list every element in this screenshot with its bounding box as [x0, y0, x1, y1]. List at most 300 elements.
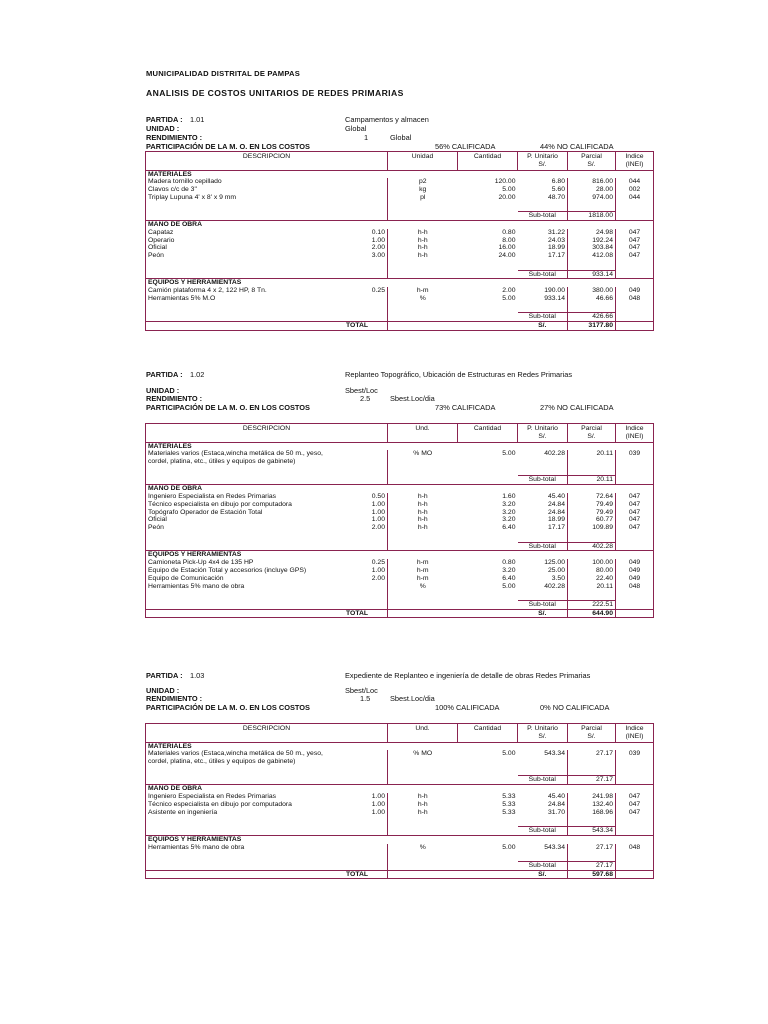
table-row: [146, 583, 654, 591]
spacer: [146, 766, 388, 776]
document-title: ANALISIS DE COSTOS UNITARIOS DE REDES PRIMARIAS: [146, 88, 404, 98]
row-parcial: 24.98: [568, 229, 616, 237]
table-row: [146, 509, 654, 517]
col-indice-sub: (INEI): [625, 732, 644, 740]
row-indice: 047: [616, 229, 654, 237]
total-currency: S/.: [518, 609, 568, 618]
table-row: [146, 178, 654, 186]
row-cantidad: 5.00: [502, 186, 516, 194]
row-cantidad: 5.00: [502, 750, 516, 758]
row-cuadrilla: 1.00: [346, 501, 388, 509]
participacion-label: PARTICIPACIÓN DE LA M. O. EN LOS COSTOS: [146, 703, 310, 712]
row-p-unitario: 45.40: [547, 493, 565, 501]
row-description: [146, 244, 346, 252]
row-cantidad: 6.40: [502, 574, 516, 582]
row-cuadrilla: [346, 750, 388, 766]
row-description: [146, 186, 346, 194]
subtotal-blank: [146, 212, 388, 221]
subtotal-blank: [388, 600, 518, 609]
spacer-row: [146, 816, 654, 826]
row-p-unitario: 3.50: [551, 574, 565, 582]
row-indice: 002: [616, 186, 654, 194]
row-parcial: 60.77: [568, 516, 616, 524]
row-description-text: Ingeniero Especialista en Redes Primarias: [148, 793, 277, 801]
row-cuadrilla: 1.00: [346, 237, 388, 245]
subtotal-blank: [616, 313, 654, 322]
row-description: [146, 583, 346, 591]
row-unit: pl: [420, 193, 426, 201]
spacer-row: [146, 532, 654, 542]
row-description: [146, 229, 346, 237]
participacion-label: PARTICIPACIÓN DE LA M. O. EN LOS COSTOS: [146, 142, 310, 151]
unidad-value: Sbest/Loc: [345, 386, 378, 395]
row-description-text: Técnico especialista en dibujo por computadora: [148, 500, 292, 508]
col-parcial-text: Parcial: [581, 425, 602, 432]
table-row: [146, 186, 654, 194]
table-row: [146, 244, 654, 252]
row-cantidad: 5.33: [502, 800, 516, 808]
rendimiento-label: RENDIMIENTO :: [146, 694, 203, 703]
row-unit: h-h: [417, 808, 428, 816]
row-description-text: Equipo de Estación Total y accesorios (incluye GPS): [148, 566, 307, 574]
row-p-unitario: 24.84: [547, 500, 565, 508]
row-description: [146, 750, 346, 766]
row-p-unitario: 31.22: [547, 228, 565, 236]
row-indice: 047: [616, 793, 654, 801]
row-cantidad: 120.00: [494, 178, 516, 186]
spacer: [146, 851, 388, 861]
cost-table: [145, 151, 654, 331]
subtotal-value: 933.14: [568, 270, 616, 279]
table-row: [146, 801, 654, 809]
row-indice: 047: [616, 501, 654, 509]
row-cuadrilla: 1.00: [346, 809, 388, 817]
row-description: [146, 793, 346, 801]
row-description-text: Peón: [148, 524, 164, 532]
row-indice: 047: [616, 509, 654, 517]
spacer: [616, 851, 654, 861]
subtotal-value: 20.11: [568, 476, 616, 485]
row-cantidad: 5.00: [502, 843, 516, 851]
subtotal-label: Sub-total: [518, 476, 568, 485]
col-p-unitario-sub: S/.: [538, 432, 547, 440]
row-unit: % MO: [413, 750, 433, 758]
equipos-label: EQUIPOS Y HERRAMIENTAS: [146, 279, 654, 287]
materiales-label: MATERIALES: [146, 442, 654, 450]
col-p-unitario-sub: S/.: [538, 732, 547, 740]
row-parcial: 816.00: [568, 178, 616, 186]
spacer: [616, 303, 654, 313]
row-unit: h-h: [417, 793, 428, 801]
row-p-unitario: 24.84: [547, 508, 565, 516]
row-cuadrilla: [346, 844, 388, 852]
row-indice: 049: [616, 575, 654, 583]
subtotal-blank: [616, 476, 654, 485]
col-cantidad: [458, 724, 518, 743]
row-description-text: Técnico especialista en dibujo por computadora: [148, 800, 292, 808]
row-p-unitario: 25.00: [547, 566, 565, 574]
mano-obra-subtotal-row: [146, 542, 654, 551]
row-p-unitario: 402.28: [544, 582, 565, 590]
spacer: [388, 260, 568, 270]
col-indice: [616, 724, 654, 743]
partida-code: 1.03: [190, 671, 205, 680]
rendimiento-qty: 1.5: [360, 694, 371, 703]
row-description: [146, 252, 346, 260]
table-row: [146, 809, 654, 817]
subtotal-blank: [388, 212, 518, 221]
row-unit: h-h: [417, 493, 428, 501]
col-descripcion-text: DESCRIPCION: [242, 153, 291, 160]
spacer: [388, 766, 568, 776]
total-row: [146, 870, 654, 879]
subtotal-label: Sub-total: [518, 212, 568, 221]
col-unidad-text: Unidad: [411, 153, 434, 160]
total-blank: [616, 322, 654, 331]
table-row: [146, 844, 654, 852]
mano-obra-header: [146, 221, 654, 229]
spacer: [568, 466, 616, 476]
row-cuadrilla: [346, 194, 388, 202]
row-description-text: Oficial: [148, 516, 167, 524]
subtotal-label: Sub-total: [518, 861, 568, 870]
row-unit: h-m: [416, 287, 429, 295]
spacer-row: [146, 202, 654, 212]
row-description: [146, 501, 346, 509]
no-calificada-value: 0% NO CALIFICADA: [540, 703, 610, 712]
subtotal-blank: [616, 826, 654, 835]
table-row: [146, 501, 654, 509]
subtotal-blank: [388, 270, 518, 279]
row-cuadrilla: 1.00: [346, 801, 388, 809]
row-unit: p2: [418, 178, 427, 186]
spacer: [616, 532, 654, 542]
spacer: [388, 816, 568, 826]
spacer-row: [146, 590, 654, 600]
row-unit: h-h: [417, 236, 428, 244]
col-p-unitario-sub: S/.: [538, 160, 547, 168]
row-description: [146, 809, 346, 817]
equipos-subtotal-row: [146, 600, 654, 609]
row-unit: %: [419, 582, 426, 590]
spacer-row: [146, 466, 654, 476]
row-indice: 044: [616, 194, 654, 202]
row-cuadrilla: 0.10: [346, 229, 388, 237]
subtotal-blank: [388, 542, 518, 551]
col-indice-text: Indice: [625, 725, 644, 732]
row-cuadrilla: 1.00: [346, 567, 388, 575]
spacer: [146, 260, 388, 270]
row-unit: %: [419, 843, 426, 851]
row-cuadrilla: [346, 295, 388, 303]
spacer: [388, 466, 568, 476]
col-p-unitario-text: P. Unitario: [527, 153, 558, 160]
col-p-unitario: [518, 724, 568, 743]
row-description: [146, 575, 346, 583]
unidad-value: Global: [345, 124, 367, 133]
total-label: TOTAL: [146, 322, 388, 331]
total-value: 597.68: [568, 870, 616, 879]
table-row: [146, 229, 654, 237]
col-indice-sub: (INEI): [625, 160, 644, 168]
col-p-unitario-text: P. Unitario: [527, 425, 558, 432]
subtotal-value: 402.28: [568, 542, 616, 551]
row-indice: 047: [616, 516, 654, 524]
subtotal-blank: [146, 313, 388, 322]
col-p-unitario: [518, 152, 568, 171]
row-unit: h-h: [417, 508, 428, 516]
row-p-unitario: 17.17: [547, 252, 565, 260]
table-row: [146, 750, 654, 766]
row-p-unitario: 933.14: [544, 294, 565, 302]
row-description-text: Clavos c/c de 3": [148, 186, 197, 194]
cost-table: [145, 723, 654, 879]
spacer: [616, 202, 654, 212]
rendimiento-unit: Sbest.Loc/dia: [390, 694, 435, 703]
equipos-header: [146, 835, 654, 843]
col-unidad: [388, 724, 458, 743]
unidad-label: UNIDAD :: [146, 124, 180, 133]
spacer: [568, 851, 616, 861]
row-description-text: Materiales varios (Estaca,wincha metálica de 50 m., yeso,: [148, 450, 323, 458]
row-cantidad: 2.00: [502, 287, 516, 295]
row-description-text: Peón: [148, 252, 164, 260]
row-p-unitario: 18.99: [547, 244, 565, 252]
mano-obra-label: MANO DE OBRA: [146, 221, 654, 229]
col-unidad-text: Und.: [415, 725, 430, 732]
row-description: [146, 559, 346, 567]
spacer: [568, 202, 616, 212]
col-parcial: [568, 152, 616, 171]
row-p-unitario: 24.03: [547, 236, 565, 244]
col-parcial-sub: S/.: [587, 732, 596, 740]
row-indice: 047: [616, 801, 654, 809]
row-cantidad: 5.33: [502, 808, 516, 816]
mano-obra-label: MANO DE OBRA: [146, 485, 654, 493]
subtotal-blank: [616, 861, 654, 870]
row-indice: 047: [616, 237, 654, 245]
row-indice: 047: [616, 244, 654, 252]
col-cantidad-text: Cantidad: [473, 725, 502, 732]
row-cantidad: 0.80: [502, 228, 516, 236]
equipos-header: [146, 551, 654, 559]
mano-obra-header: [146, 785, 654, 793]
row-description: [146, 801, 346, 809]
spacer: [568, 816, 616, 826]
spacer: [568, 532, 616, 542]
spacer: [388, 532, 568, 542]
row-cantidad: 5.00: [502, 450, 516, 458]
row-p-unitario: 18.99: [547, 516, 565, 524]
row-cuadrilla: 2.00: [346, 244, 388, 252]
subtotal-blank: [388, 826, 518, 835]
row-cantidad: 1.60: [502, 493, 516, 501]
row-cuadrilla: [346, 450, 388, 466]
row-indice: 047: [616, 252, 654, 260]
col-descripcion: [146, 424, 388, 443]
col-indice-text: Indice: [625, 425, 644, 432]
row-cuadrilla: 1.00: [346, 509, 388, 517]
row-description: [146, 567, 346, 575]
row-description: [146, 295, 346, 303]
table-row: [146, 295, 654, 303]
partida-name: Replanteo Topográfico, Ubicación de Estructuras en Redes Primarias: [345, 370, 573, 379]
row-unit: h-h: [417, 800, 428, 808]
subtotal-blank: [616, 600, 654, 609]
col-descripcion-text: DESCRIPCION: [242, 425, 291, 432]
spacer: [146, 532, 388, 542]
spacer: [616, 466, 654, 476]
row-p-unitario: 5.60: [551, 186, 565, 194]
subtotal-value: 543.34: [568, 826, 616, 835]
subtotal-blank: [146, 776, 388, 785]
row-indice: 047: [616, 524, 654, 532]
rendimiento-label: RENDIMIENTO :: [146, 394, 203, 403]
row-description-text-2: cordel, platina, etc., útiles y equipos de gabinete): [148, 458, 296, 466]
calificada-value: 100% CALIFICADA: [435, 703, 500, 712]
row-indice: 044: [616, 178, 654, 186]
col-parcial: [568, 424, 616, 443]
spacer: [388, 851, 568, 861]
row-indice: 048: [616, 844, 654, 852]
table-row: [146, 793, 654, 801]
spacer: [616, 766, 654, 776]
equipos-label: EQUIPOS Y HERRAMIENTAS: [146, 835, 654, 843]
subtotal-label: Sub-total: [518, 600, 568, 609]
row-description-text: Madera tornillo cepillado: [148, 178, 222, 186]
rendimiento-qty: 2.5: [360, 394, 371, 403]
col-indice: [616, 152, 654, 171]
equipos-label: EQUIPOS Y HERRAMIENTAS: [146, 551, 654, 559]
row-description: [146, 194, 346, 202]
row-description-text: Materiales varios (Estaca,wincha metálica de 50 m., yeso,: [148, 750, 323, 758]
row-cantidad: 16.00: [498, 244, 516, 252]
col-descripcion: [146, 152, 388, 171]
row-p-unitario: 17.17: [547, 524, 565, 532]
row-cantidad: 6.40: [502, 524, 516, 532]
row-unit: % MO: [413, 450, 433, 458]
row-cantidad: 3.20: [502, 516, 516, 524]
participacion-label: PARTICIPACIÓN DE LA M. O. EN LOS COSTOS: [146, 403, 310, 412]
total-currency: S/.: [518, 322, 568, 331]
subtotal-blank: [388, 476, 518, 485]
table-row: [146, 194, 654, 202]
row-description-text: Triplay Lupuna 4' x 8' x 9 mm: [148, 193, 237, 201]
table-row: [146, 287, 654, 295]
row-description: [146, 509, 346, 517]
row-description-text: Capataz: [148, 228, 174, 236]
materiales-subtotal-row: [146, 212, 654, 221]
mano-obra-label: MANO DE OBRA: [146, 785, 654, 793]
row-unit: h-h: [417, 524, 428, 532]
spacer: [146, 303, 388, 313]
municipality-name: MUNICIPALIDAD DISTRITAL DE PAMPAS: [146, 69, 300, 78]
row-indice: 048: [616, 583, 654, 591]
row-unit: h-m: [416, 559, 429, 567]
row-description: [146, 493, 346, 501]
col-parcial: [568, 724, 616, 743]
partida-name: Expediente de Replanteo e ingeniería de detalle de obras Redes Primarias: [345, 671, 591, 680]
unidad-label: UNIDAD :: [146, 386, 180, 395]
row-unit: kg: [419, 186, 427, 194]
col-cantidad: [458, 152, 518, 171]
row-parcial: 80.00: [568, 567, 616, 575]
col-p-unitario-text: P. Unitario: [527, 725, 558, 732]
rendimiento-qty: 1: [364, 133, 369, 142]
calificada-value: 73% CALIFICADA: [435, 403, 496, 412]
row-parcial: 380.00: [568, 287, 616, 295]
row-cantidad: 5.00: [502, 582, 516, 590]
partida-name: Campamentos y almacen: [345, 115, 429, 124]
row-parcial: 303.84: [568, 244, 616, 252]
materiales-subtotal-row: [146, 476, 654, 485]
row-indice: 039: [616, 750, 654, 766]
row-p-unitario: 125.00: [544, 559, 565, 567]
row-description: [146, 844, 346, 852]
total-blank: [616, 609, 654, 618]
subtotal-label: Sub-total: [518, 270, 568, 279]
spacer-row: [146, 851, 654, 861]
subtotal-value: 222.51: [568, 600, 616, 609]
row-indice: 048: [616, 295, 654, 303]
subtotal-blank: [146, 476, 388, 485]
spacer: [388, 590, 568, 600]
col-unidad-text: Und.: [415, 425, 430, 432]
row-cantidad: 8.00: [502, 236, 516, 244]
total-row: [146, 322, 654, 331]
row-indice: 047: [616, 493, 654, 501]
subtotal-blank: [388, 861, 518, 870]
row-parcial: 28.00: [568, 186, 616, 194]
subtotal-blank: [146, 861, 388, 870]
row-description-text: Ingeniero Especialista en Redes Primarias: [148, 493, 277, 501]
no-calificada-value: 44% NO CALIFICADA: [540, 142, 614, 151]
table-row: [146, 516, 654, 524]
mano-obra-subtotal-row: [146, 270, 654, 279]
row-parcial: 192.24: [568, 237, 616, 245]
subtotal-blank: [146, 600, 388, 609]
row-parcial: 22.40: [568, 575, 616, 583]
row-p-unitario: 543.34: [544, 843, 565, 851]
col-indice: [616, 424, 654, 443]
materiales-header: [146, 742, 654, 750]
spacer: [616, 590, 654, 600]
row-cuadrilla: [346, 186, 388, 194]
col-descripcion: [146, 724, 388, 743]
partida-code: 1.01: [190, 115, 205, 124]
row-unit: h-h: [417, 516, 428, 524]
row-indice: 049: [616, 559, 654, 567]
table-header: [146, 724, 654, 743]
no-calificada-value: 27% NO CALIFICADA: [540, 403, 614, 412]
row-parcial: 412.08: [568, 252, 616, 260]
mano-obra-header: [146, 485, 654, 493]
row-cuadrilla: 2.00: [346, 524, 388, 532]
total-blank: [388, 609, 518, 618]
subtotal-blank: [616, 776, 654, 785]
row-description-text: Oficial: [148, 244, 167, 252]
equipos-subtotal-row: [146, 313, 654, 322]
row-description-text: Camión plataforma 4 x 2, 122 HP, 8 Tn.: [148, 287, 267, 295]
spacer: [568, 766, 616, 776]
table-row: [146, 493, 654, 501]
row-description-text: Topógrafo Operador de Estación Total: [148, 508, 263, 516]
row-unit: h-h: [417, 500, 428, 508]
row-indice: 049: [616, 287, 654, 295]
row-cantidad: 3.20: [502, 500, 516, 508]
subtotal-value: 426.66: [568, 313, 616, 322]
row-parcial: 72.64: [568, 493, 616, 501]
